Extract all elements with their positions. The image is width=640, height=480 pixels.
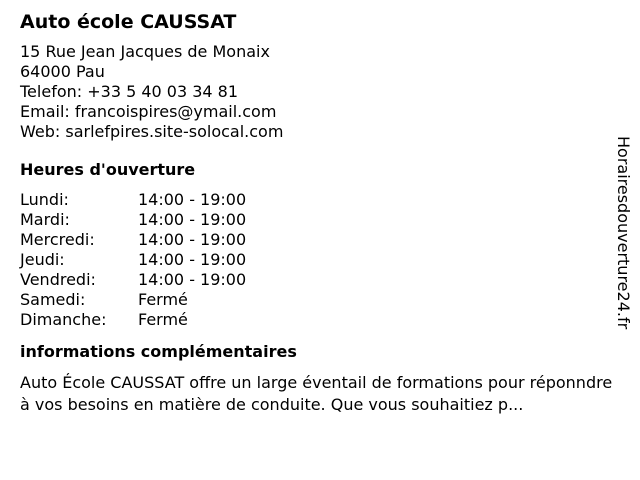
hours-value: 14:00 - 19:00 — [138, 230, 247, 249]
day-label: Dimanche: — [20, 310, 107, 329]
street-address: 15 Rue Jean Jacques de Monaix — [20, 42, 270, 61]
hours-row-thursday — [20, 250, 610, 270]
hours-row-saturday — [20, 290, 610, 310]
day-label: Vendredi: — [20, 270, 96, 289]
day-label: Mercredi: — [20, 230, 95, 249]
hours-value: Fermé — [138, 310, 188, 329]
hours-row-friday — [20, 270, 610, 290]
hours-value: 14:00 - 19:00 — [138, 250, 247, 269]
hours-value: 14:00 - 19:00 — [138, 190, 247, 209]
business-description: Auto École CAUSSAT offre un large éventail de formations pour réponndre à vos besoins en matière de conduite. Que vous souhaitiez p... — [20, 373, 613, 414]
hours-row-monday — [20, 190, 610, 210]
phone-number: Telefon: +33 5 40 03 34 81 — [20, 82, 239, 101]
info-heading: informations complémentaires — [20, 342, 297, 361]
hours-row-sunday — [20, 310, 610, 330]
business-name: Auto école CAUSSAT — [20, 11, 237, 33]
day-label: Lundi: — [20, 190, 69, 209]
hours-value: 14:00 - 19:00 — [138, 270, 247, 289]
day-label: Jeudi: — [20, 250, 65, 269]
email-address: Email: francoispires@ymail.com — [20, 102, 277, 121]
business-card — [20, 10, 613, 416]
hours-value: 14:00 - 19:00 — [138, 210, 247, 229]
opening-hours-heading: Heures d'ouverture — [20, 160, 196, 179]
hours-row-wednesday — [20, 230, 610, 250]
hours-value: Fermé — [138, 290, 188, 309]
day-label: Samedi: — [20, 290, 86, 309]
city-postal: 64000 Pau — [20, 62, 105, 81]
day-label: Mardi: — [20, 210, 70, 229]
site-watermark: Horairesdouverture24.fr — [614, 136, 633, 330]
address-block — [20, 42, 610, 142]
opening-hours-table — [20, 190, 610, 330]
hours-row-tuesday — [20, 210, 610, 230]
website: Web: sarlefpires.site-solocal.com — [20, 122, 284, 141]
